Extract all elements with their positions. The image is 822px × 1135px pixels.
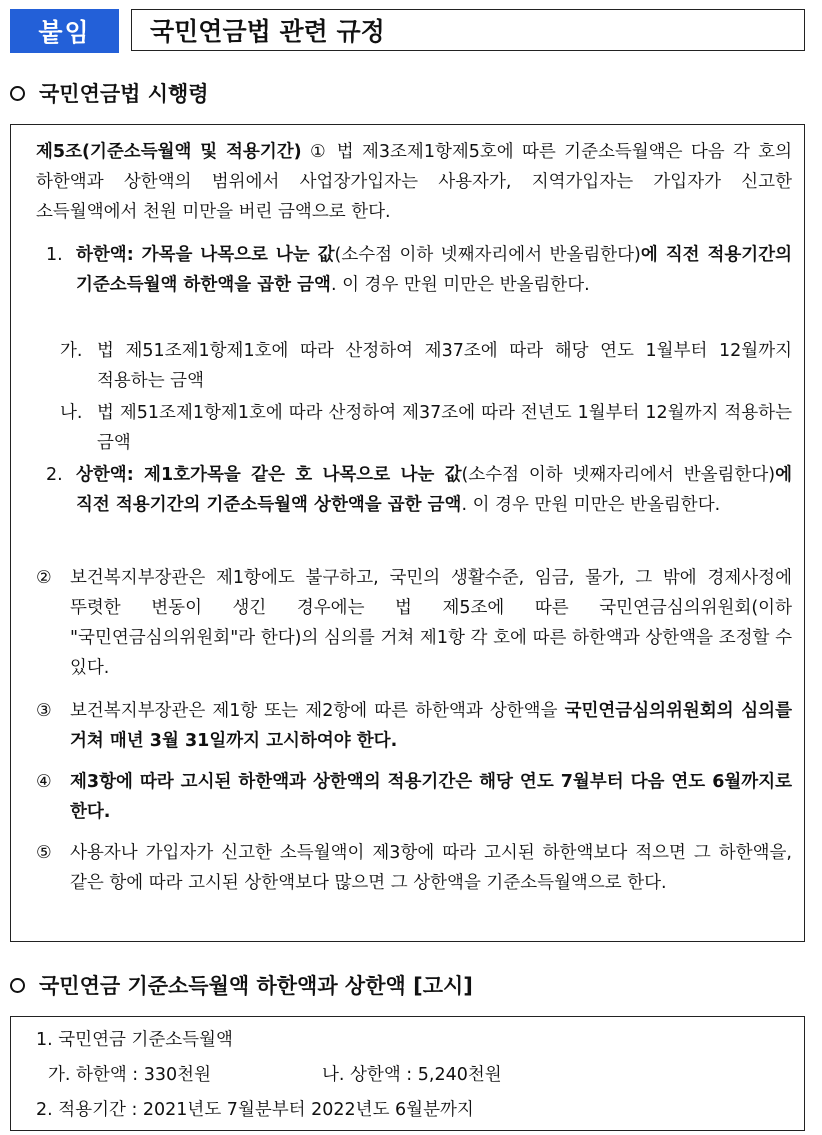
item1-text <box>76 240 792 300</box>
notice-line1: 1. 국민연금 기준소득월액 <box>36 1030 233 1050</box>
item1-bold1: 하한액: 가목을 나목으로 나눈 값 <box>76 245 335 265</box>
para2-mark: ② <box>36 568 52 588</box>
article5-paragraph1 <box>36 137 792 227</box>
item2-bold2: 에 직전 적용기간의 기준소득월액 상한액을 곱한 금액 <box>76 465 792 515</box>
item1-sub-ga-mark: 가. <box>60 341 83 361</box>
page-title <box>131 9 805 51</box>
item1-bold2: 에 직전 적용기간의 기준소득월액 하한액을 곱한 금액 <box>76 245 792 295</box>
page-title-text: 국민연금법 관련 규정 <box>150 17 385 46</box>
item2-normal1: (소수점 이하 넷째자리에서 반올림한다) <box>461 465 776 485</box>
item2-number: 2. <box>46 465 63 485</box>
para2-text: 보건복지부장관은 제1항에도 불구하고, 국민의 생활수준, 임금, 물가, 그 밖에 경제사정에 뚜렷한 변동이 생긴 경우에는 법 제5조에 따른 국민연금심의위원회(이하 "국민연금심의위원회"라 한다)의 심의를 거쳐 제1항 각 호에 따른 하한액과 상한액을 조정할 수 있다. <box>70 568 792 678</box>
section-heading-notice-text: 국민연금 기준소득월액 하한액과 상한액 [고시] <box>39 974 473 998</box>
para3-bold: 국민연금심의위원회의 심의를 거쳐 매년 3월 31일까지 고시하여야 한다. <box>70 701 792 751</box>
para3-normal: 보건복지부장관은 제1항 또는 제2항에 따른 하한액과 상한액을 <box>70 701 565 721</box>
item1-sub-ga-text: 법 제51조제1항제1호에 따라 산정하여 제37조에 따라 해당 연도 1월부터 12월까지 적용하는 금액 <box>97 341 792 391</box>
article5-p1-text: 법 제3조제1항제5호에 따른 기준소득월액은 다음 각 호의 하한액과 상한액의 범위에서 사업장가입자는 사용자가, 지역가입자는 가입자가 신고한 소득월액에서 천원 미만을 버린 금액으로 한다. <box>36 142 792 222</box>
item2-normal2: . 이 경우 만원 미만은 반올림한다. <box>461 495 721 515</box>
para3-text <box>70 696 792 756</box>
item1-number: 1. <box>46 245 63 265</box>
attachment-badge: 붙임 <box>10 9 119 53</box>
section-heading-decree <box>10 78 209 108</box>
para5-text: 사용자나 가입자가 신고한 소득월액이 제3항에 따라 고시된 하한액보다 적으면 그 하한액을, 같은 항에 따라 고시된 상한액보다 많으면 그 상한액을 기준소득월액으로 한다. <box>70 843 792 893</box>
para4-mark: ④ <box>36 772 52 792</box>
item1-normal2: . 이 경우 만원 미만은 반올림한다. <box>330 275 590 295</box>
circle-bullet-icon <box>10 86 25 101</box>
notice-lower-limit: 가. 하한액 : 330천원 <box>48 1065 211 1085</box>
section-heading-notice <box>10 970 473 1000</box>
item1-normal1: (소수점 이하 넷째자리에서 반올림한다) <box>334 245 641 265</box>
item2-bold1: 상한액: 제1호가목을 같은 호 나목으로 나눈 값 <box>76 465 462 485</box>
article5-title: 제5조(기준소득월액 및 적용기간) <box>36 142 302 162</box>
section-heading-decree-text: 국민연금법 시행령 <box>39 82 209 106</box>
circle-bullet-icon <box>10 978 25 993</box>
para5-mark: ⑤ <box>36 843 52 863</box>
article5-p1-mark: ① <box>309 142 329 162</box>
notice-upper-limit: 나. 상한액 : 5,240천원 <box>322 1065 502 1085</box>
para3-mark: ③ <box>36 701 52 721</box>
item1-sub-na-mark: 나. <box>60 403 83 423</box>
item1-sub-na-text: 법 제51조제1항제1호에 따라 산정하여 제37조에 따라 전년도 1월부터 12월까지 적용하는 금액 <box>97 403 792 453</box>
item2-text <box>76 460 792 520</box>
para4-text: 제3항에 따라 고시된 하한액과 상한액의 적용기간은 해당 연도 7월부터 다음 연도 6월까지로 한다. <box>70 772 792 822</box>
notice-period: 2. 적용기간 : 2021년도 7월분부터 2022년도 6월분까지 <box>36 1100 474 1120</box>
